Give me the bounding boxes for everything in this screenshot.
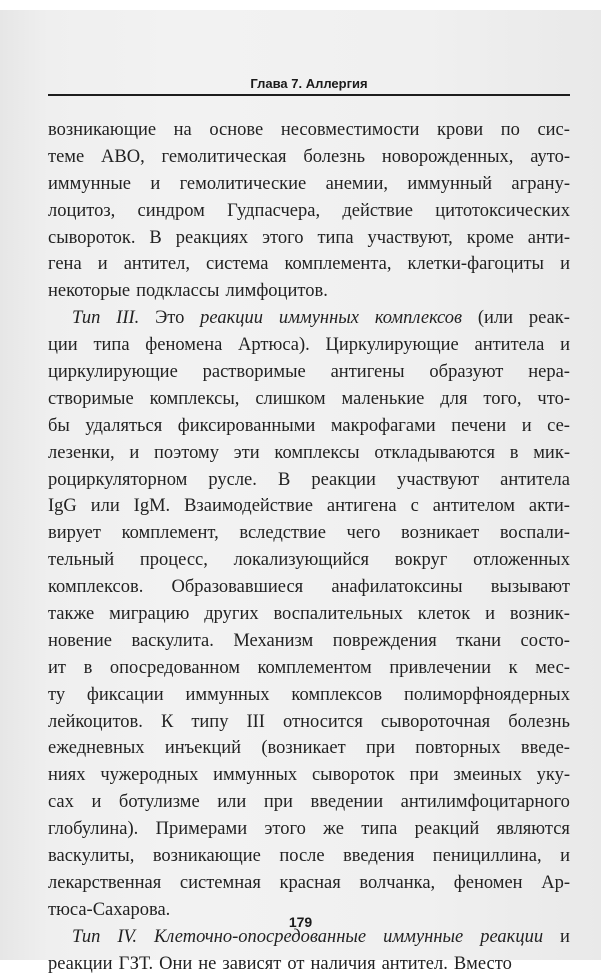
word: нера- <box>528 362 570 383</box>
text-line <box>48 655 570 682</box>
text-line <box>48 951 570 978</box>
word: синдром <box>137 200 205 221</box>
text-line <box>48 628 570 655</box>
text-line <box>48 682 570 709</box>
word: являются <box>496 819 570 840</box>
word: некоторые <box>48 281 131 302</box>
word: макрофагами <box>330 415 436 436</box>
word: антител. <box>381 953 448 974</box>
word: антитела <box>474 335 545 356</box>
word: маленькие <box>341 388 425 409</box>
word: и <box>521 415 532 436</box>
word: к <box>508 657 518 678</box>
word: лоцитоз, <box>48 200 116 221</box>
word: или <box>217 792 247 813</box>
word: возник- <box>509 604 570 625</box>
text-line <box>48 493 570 520</box>
word: слишком <box>255 388 326 409</box>
word: комплементом <box>257 657 372 678</box>
word: сывороточная <box>380 711 491 732</box>
word: и <box>560 335 570 356</box>
word: поэтому <box>153 442 219 463</box>
word: В <box>277 469 291 490</box>
word: анемии, <box>325 173 389 194</box>
word: наличия <box>310 953 376 974</box>
word: повторных <box>415 738 501 759</box>
word: анти- <box>527 227 570 248</box>
word: Вместо <box>453 953 512 974</box>
word: реакций <box>414 819 480 840</box>
word: феномена <box>145 335 223 356</box>
word: привлечении <box>389 657 492 678</box>
word: возникающие <box>48 120 157 140</box>
word: се- <box>547 415 570 436</box>
word: болезнь <box>508 711 570 732</box>
word: и <box>129 442 140 463</box>
text-line <box>48 870 570 897</box>
text-line <box>48 359 570 386</box>
word: в <box>83 657 93 678</box>
word: или <box>90 496 120 517</box>
word: типа <box>317 227 354 248</box>
word: Ар- <box>541 872 570 893</box>
word: повреждения <box>332 630 437 651</box>
word: тюса-Сахарова. <box>48 899 171 920</box>
word: ауто- <box>530 146 570 167</box>
text-line <box>48 601 570 628</box>
italic-word: III. <box>116 308 140 329</box>
word: клетки-фагоциты <box>407 254 544 275</box>
word: фиксированными <box>177 415 316 436</box>
word: пенициллина, <box>432 846 542 867</box>
word: эти <box>233 442 260 463</box>
word: системная <box>179 872 261 893</box>
word: сах <box>48 792 74 813</box>
word: же <box>323 819 344 840</box>
word: отложенных <box>473 550 570 571</box>
word: для <box>440 388 468 409</box>
word: возникает <box>401 523 480 544</box>
word: типу <box>191 711 229 732</box>
text-line <box>48 198 570 225</box>
word: состо- <box>520 630 570 651</box>
text-line <box>48 171 570 198</box>
word: ботулизме <box>118 792 200 813</box>
word: печени <box>451 415 507 436</box>
text-line <box>48 547 570 574</box>
word: реак- <box>528 308 570 329</box>
italic-word: Тип <box>72 926 101 947</box>
word: чего <box>346 523 381 544</box>
word: ту <box>48 684 66 705</box>
text-line <box>48 762 570 789</box>
word: иммунный <box>407 173 493 194</box>
word: комплемент, <box>121 523 219 544</box>
italic-word: IV. <box>117 926 138 947</box>
word: при <box>409 765 439 786</box>
word: и <box>91 792 102 813</box>
word: откладываются <box>374 442 495 463</box>
word: IgG <box>48 496 77 517</box>
word: с <box>410 496 419 517</box>
word: мес- <box>535 657 570 678</box>
word: русле. <box>208 469 257 490</box>
word: что- <box>537 388 570 409</box>
word: от <box>287 953 305 974</box>
word: антигена <box>326 496 397 517</box>
text-line <box>48 305 570 332</box>
word: васкулита. <box>131 630 214 651</box>
word: того, <box>483 388 522 409</box>
word: относится <box>283 711 363 732</box>
word: типа <box>93 335 130 356</box>
word: основе <box>209 120 264 140</box>
text-line <box>48 709 570 736</box>
word: при <box>263 792 293 813</box>
word: уку- <box>536 765 570 786</box>
word: крови <box>437 120 484 140</box>
word: введении <box>310 792 384 813</box>
word: других <box>204 604 259 625</box>
word: полиморфноядерных <box>403 684 570 705</box>
text-line <box>48 467 570 494</box>
word: IgM. <box>133 496 171 517</box>
word: феномен <box>453 872 523 893</box>
word: не <box>198 953 217 974</box>
word: и <box>485 604 496 625</box>
word: новорожденных, <box>381 146 514 167</box>
italic-word: реакции <box>480 926 544 947</box>
word: лимфоцитов. <box>225 281 328 302</box>
word: комплексов. <box>48 577 144 598</box>
word: опосредованном <box>109 657 240 678</box>
word: на <box>173 120 192 140</box>
word: иммунных <box>213 765 298 786</box>
text-line <box>48 144 570 171</box>
word: несовместимости <box>280 120 420 140</box>
word: роциркуляторном <box>48 469 188 490</box>
word: циркулирующие <box>48 362 178 383</box>
word: Механизм <box>233 630 314 651</box>
word: ции <box>48 335 78 356</box>
word: комплексов <box>291 684 383 705</box>
italic-word: иммунные <box>383 926 464 947</box>
word: реакции <box>311 469 376 490</box>
text-line <box>48 574 570 601</box>
word: система <box>206 254 269 275</box>
italic-word: Клеточно-опосредованные <box>153 926 367 947</box>
word: типа <box>361 819 398 840</box>
running-head: Глава 7. Аллергия <box>48 76 570 96</box>
word: лейкоцитов. <box>48 711 143 732</box>
text-line <box>48 789 570 816</box>
word: антилимфоцитарного <box>400 792 570 813</box>
text-line <box>48 440 570 467</box>
word: гемолитические <box>179 173 307 194</box>
text-line <box>48 413 570 440</box>
word: комплемента, <box>284 254 392 275</box>
word: комплексы, <box>149 388 240 409</box>
word: реакции <box>48 953 113 974</box>
italic-word: реакции <box>200 308 264 329</box>
word: локализующийся <box>233 550 370 571</box>
word: аграну- <box>511 173 570 194</box>
word: введения <box>343 846 415 867</box>
text-line <box>48 816 570 843</box>
word: Гудпасчера, <box>227 200 321 221</box>
word: новение <box>48 630 113 651</box>
word: инъекций <box>164 738 242 759</box>
word: бы <box>48 415 70 436</box>
italic-word: комплексов <box>374 308 463 329</box>
word: волчанка, <box>359 872 436 893</box>
word: участвуют <box>396 469 480 490</box>
word: в <box>509 442 519 463</box>
word: воспалительных <box>273 604 403 625</box>
word: гемолитическая <box>161 146 287 167</box>
word: растворимые <box>202 362 306 383</box>
word: и <box>150 173 161 194</box>
text-line <box>48 520 570 547</box>
word: лекарственная <box>48 872 162 893</box>
text-line <box>48 332 570 359</box>
word: Они <box>159 953 193 974</box>
word: вызывают <box>490 577 570 598</box>
word: по <box>500 120 520 140</box>
paragraph <box>48 117 570 305</box>
word: Взаимодействие <box>184 496 313 517</box>
word: образуют <box>429 362 504 383</box>
word: сис- <box>537 120 570 140</box>
word: вокруг <box>394 550 448 571</box>
word: клеток <box>417 604 471 625</box>
word: также <box>48 604 95 625</box>
word: III <box>246 711 265 732</box>
word: иммунные <box>48 173 132 194</box>
word: кроме <box>466 227 514 248</box>
word: анафилатоксины <box>331 577 463 598</box>
word: акти- <box>528 496 570 517</box>
word: ткани <box>456 630 502 651</box>
word: сывороток <box>311 765 395 786</box>
word: после <box>279 846 325 867</box>
word: ниях <box>48 765 86 786</box>
word: красная <box>279 872 341 893</box>
word: ит <box>48 657 66 678</box>
word: возникающие <box>152 846 261 867</box>
body-text <box>48 117 570 978</box>
word: подклассы <box>136 281 220 302</box>
word: болезнь <box>303 146 366 167</box>
text-line <box>48 278 570 305</box>
word: Примерами <box>155 819 248 840</box>
word: чужеродных <box>100 765 199 786</box>
paragraph <box>48 924 570 978</box>
word: глобулина). <box>48 819 139 840</box>
word: антитела <box>500 469 570 490</box>
word: Образовавшиеся <box>171 577 304 598</box>
word: сывороток. <box>48 227 136 248</box>
page-top-edge <box>0 0 601 10</box>
word: лезенки, <box>48 442 115 463</box>
word: этого <box>264 819 306 840</box>
word: реакциях <box>175 227 249 248</box>
word: антителом <box>432 496 515 517</box>
word: зависят <box>222 953 282 974</box>
word: теме <box>48 146 85 167</box>
word: вирует <box>48 523 101 544</box>
italic-word: Тип <box>72 308 101 329</box>
word: и <box>560 846 570 867</box>
word: процесс, <box>139 550 208 571</box>
text-line <box>48 117 570 144</box>
word: антител, <box>123 254 190 275</box>
word: Циркулирующие <box>325 335 459 356</box>
word: гена <box>48 254 82 275</box>
text-line <box>48 251 570 278</box>
word: змеиных <box>453 765 522 786</box>
word: цитотоксических <box>435 200 570 221</box>
word: воспали- <box>499 523 570 544</box>
word: фиксации <box>86 684 164 705</box>
word: АВО, <box>101 146 145 167</box>
word: васкулиты, <box>48 846 135 867</box>
word: комплексы <box>274 442 360 463</box>
word: Это <box>155 308 185 329</box>
word: участвуют, <box>367 227 453 248</box>
word: миграцию <box>109 604 190 625</box>
word: удаляться <box>85 415 163 436</box>
word: действие <box>342 200 414 221</box>
word: ежедневных <box>48 738 145 759</box>
word: мик- <box>533 442 570 463</box>
word: и <box>560 926 570 947</box>
italic-word: иммунных <box>278 308 360 329</box>
text-line <box>48 225 570 252</box>
word: иммунных <box>185 684 270 705</box>
text-line <box>48 386 570 413</box>
word: К <box>160 711 174 732</box>
word: введе- <box>520 738 570 759</box>
word: и <box>560 254 570 275</box>
word: створимые <box>48 388 134 409</box>
word: (или <box>477 308 514 329</box>
text-line <box>48 843 570 870</box>
word: антигены <box>330 362 405 383</box>
word: вследствие <box>239 523 326 544</box>
word: ГЗТ. <box>118 953 154 974</box>
word: Артюса). <box>238 335 310 356</box>
word: тельный <box>48 550 115 571</box>
text-line <box>48 735 570 762</box>
word: (возникает <box>261 738 346 759</box>
page-number: 179 <box>288 914 313 930</box>
word: В <box>149 227 162 248</box>
word: и <box>97 254 108 275</box>
word: этого <box>262 227 304 248</box>
word: при <box>365 738 395 759</box>
paragraph <box>48 305 570 923</box>
